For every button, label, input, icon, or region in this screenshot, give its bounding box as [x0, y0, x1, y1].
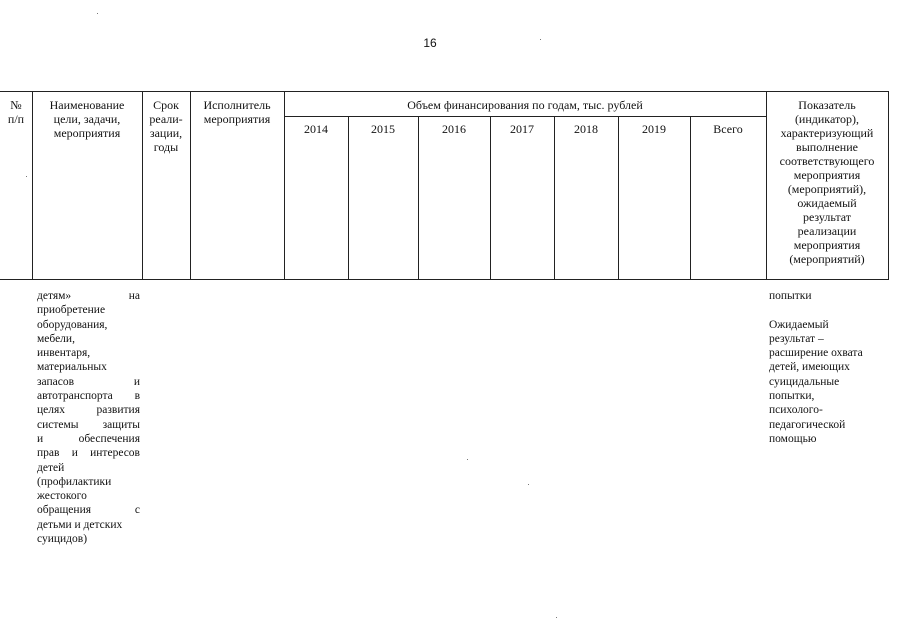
funding-subheader-border	[284, 116, 766, 117]
header-funding: Объем финансирования по годам, тыс. рублей	[407, 98, 643, 112]
table-header-bottom-border	[0, 279, 888, 280]
indicator-line: помощью	[769, 432, 817, 445]
indicator-line: попытки,	[769, 390, 815, 403]
measure-name-line: системы защиты	[37, 418, 140, 431]
header-indicator-line: (мероприятий),	[787, 182, 867, 196]
header-indicator-line: Показатель	[798, 98, 856, 112]
row-measure-name	[37, 289, 140, 546]
measure-name-line: материальных	[37, 361, 107, 374]
header-indicator-line: мероприятия	[793, 168, 861, 182]
indicator-line: попытки	[769, 290, 812, 302]
header-indicator-line: выполнение	[796, 140, 858, 154]
indicator-line: суицидальные	[769, 375, 840, 388]
header-executor-line: мероприятия	[203, 112, 271, 126]
table-header	[0, 91, 888, 280]
page-number: 16	[423, 36, 437, 50]
measure-name-line: детьми и детских	[37, 518, 123, 531]
indicator-line	[769, 303, 885, 317]
header-num-line: №	[10, 98, 22, 112]
header-total: Всего	[713, 122, 743, 136]
measure-name-line: (профилактики	[37, 475, 112, 488]
header-year: 2016	[442, 122, 466, 136]
measure-name-line: целях развития	[37, 404, 140, 417]
year-divider	[490, 116, 491, 280]
indicator-line: педагогической	[769, 418, 846, 431]
measure-name-line: оборудования,	[37, 318, 108, 331]
col-divider	[888, 91, 889, 280]
header-name	[32, 98, 142, 140]
year-divider	[618, 116, 619, 280]
year-divider	[348, 116, 349, 280]
scan-speck	[97, 13, 98, 14]
header-indicator-line: (мероприятий)	[789, 252, 865, 266]
indicator-line: психолого-	[769, 404, 823, 417]
indicator-line: Ожидаемый	[769, 318, 829, 331]
scan-speck	[540, 39, 541, 40]
header-year: 2017	[510, 122, 534, 136]
header-indicator	[766, 98, 888, 266]
header-term-line: Срок	[153, 98, 179, 112]
header-indicator-line: ожидаемый	[797, 196, 857, 210]
measure-name-line: детей	[37, 461, 65, 474]
header-indicator-line: соответствующего	[779, 154, 875, 168]
measure-name-line: и обеспечения	[37, 432, 140, 445]
header-indicator-line: характеризующий	[780, 126, 874, 140]
measure-name-line: автотранспорта в	[37, 390, 140, 403]
measure-name-line: приобретение	[37, 304, 106, 317]
header-num	[0, 98, 32, 126]
measure-name-line: суицидов)	[37, 533, 88, 546]
header-year: 2014	[304, 122, 328, 136]
header-name-line: Наименование	[49, 98, 125, 112]
scan-speck	[467, 459, 468, 460]
col-divider	[284, 91, 285, 280]
indicator-line: расширение охвата	[769, 347, 863, 360]
header-num-line: п/п	[7, 112, 25, 126]
indicator-line: результат –	[769, 332, 824, 345]
header-indicator-line: результат	[802, 210, 852, 224]
header-year: 2019	[642, 122, 666, 136]
header-term	[142, 98, 190, 154]
header-executor	[190, 98, 284, 126]
header-year: 2018	[574, 122, 598, 136]
scan-speck	[556, 617, 557, 618]
header-indicator-line: реализации	[797, 224, 857, 238]
header-name-line: мероприятия	[53, 126, 121, 140]
header-term-line: годы	[153, 140, 179, 154]
year-divider	[690, 116, 691, 280]
scan-speck	[528, 484, 529, 485]
measure-name-line: обращения с	[37, 504, 140, 517]
measure-name-line: жестокого	[37, 490, 87, 503]
header-indicator-line: (индикатор),	[794, 112, 860, 126]
header-year: 2015	[371, 122, 395, 136]
measure-name-line: инвентаря,	[37, 347, 91, 360]
header-executor-line: Исполнитель	[203, 98, 271, 112]
measure-name-line: запасов и	[37, 375, 140, 388]
measure-name-line: детям» на	[37, 290, 140, 302]
header-term-line: зации,	[149, 126, 183, 140]
measure-name-line: прав и интересов	[37, 447, 140, 460]
year-divider	[554, 116, 555, 280]
header-indicator-line: мероприятия	[793, 238, 861, 252]
header-term-line: реали-	[149, 112, 183, 126]
measure-name-line: мебели,	[37, 332, 75, 345]
year-divider	[418, 116, 419, 280]
table-top-border	[0, 91, 888, 92]
row-indicator	[769, 289, 885, 446]
indicator-line: детей, имеющих	[769, 361, 850, 374]
header-name-line: цели, задачи,	[53, 112, 121, 126]
scan-speck	[26, 176, 27, 177]
